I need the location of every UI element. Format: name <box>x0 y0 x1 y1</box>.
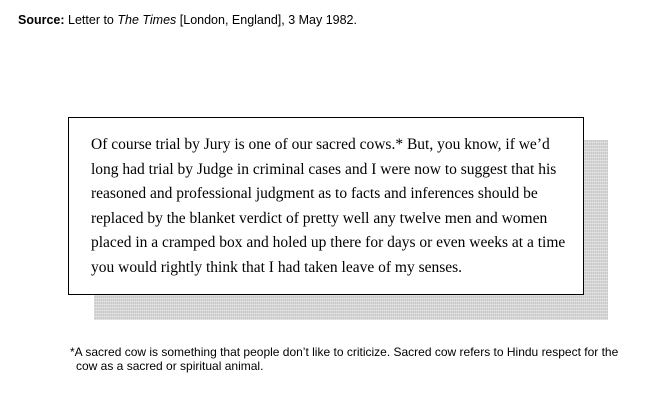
quote-line: replaced by the blanket verdict of pretty well any twelve men and women <box>91 209 548 227</box>
footnote-line: *A sacred cow is something that people don’t like to criticize. Sacred cow refers to Hindu respect for the <box>70 345 619 359</box>
source-citation <box>18 12 357 28</box>
quote-text <box>91 133 566 281</box>
footnote-line: cow as a sacred or spiritual animal. <box>76 358 264 373</box>
footnote <box>70 346 618 373</box>
source-prefix: Letter to <box>64 13 118 27</box>
quote-line: you would rightly think that I had taken leave of my senses. <box>91 258 463 276</box>
source-suffix: [London, England], 3 May 1982. <box>176 13 357 27</box>
quote-line: reasoned and professional judgment as to facts and inferences should be <box>91 185 538 203</box>
quote-line: Of course trial by Jury is one of our sacred cows.* But, you know, if we’d <box>91 136 550 153</box>
quote-line: placed in a cramped box and holed up there for days or even weeks at a time <box>91 234 566 252</box>
quote-box <box>68 117 584 295</box>
source-publication: The Times <box>117 13 177 27</box>
quote-line: long had trial by Judge in criminal cases and I were now to suggest that his <box>91 160 557 178</box>
source-label: Source: <box>18 13 65 27</box>
